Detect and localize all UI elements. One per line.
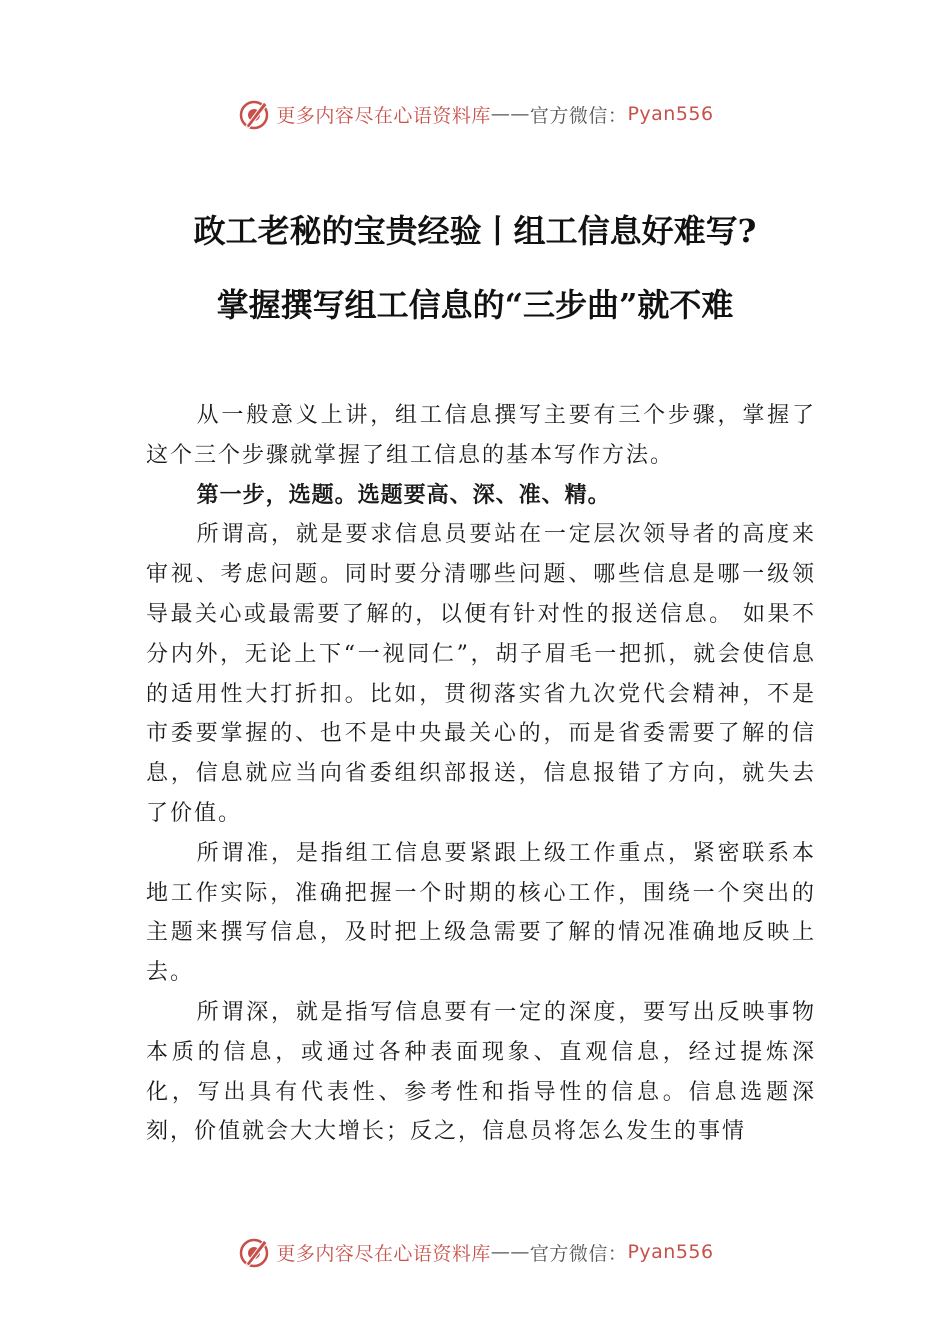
section-heading: 第一步，选题。选题要高、深、准、精。 — [196, 482, 611, 508]
document-body — [146, 396, 816, 1152]
body-paragraph: 从一般意义上讲，组工信息撰写主要有三个步骤，掌握了这个三个步骤就掌握了组工信息的基本写作方法。 — [146, 403, 816, 468]
banner-wechat-label: 官方微信： — [529, 104, 628, 127]
header-banner — [0, 94, 950, 134]
document-title-line2: 掌握撰写组工信息的“三步曲”就不难 — [216, 286, 734, 324]
banner-separator: —— — [490, 1241, 530, 1263]
document-title-line1: 政工老秘的宝贵经验丨组工信息好难写? — [193, 212, 757, 250]
body-paragraph: 所谓深，就是指写信息要有一定的深度，要写出反映事物本质的信息，或通过各种表面现象、直观信息，经过提炼深化，写出具有代表性、参考性和指导性的信息。信息选题深刻，价值就会大大增长；反之，信息员将怎么发生的事情 — [146, 999, 816, 1145]
banner-wechat-id: Pyan556 — [627, 1241, 714, 1263]
pen-logo-icon — [236, 96, 272, 132]
banner-separator: —— — [490, 103, 530, 125]
footer-banner — [0, 1232, 950, 1272]
banner-promo-text: 更多内容尽在心语资料库 — [276, 104, 491, 127]
banner-promo-text: 更多内容尽在心语资料库 — [276, 1242, 491, 1265]
body-paragraph: 所谓准，是指组工信息要紧跟上级工作重点，紧密联系本地工作实际，准确把握一个时期的核心工作，围绕一个突出的主题来撰写信息，及时把上级急需要了解的情况准确地反映上去。 — [146, 840, 816, 986]
body-paragraph: 所谓高，就是要求信息员要站在一定层次领导者的高度来审视、考虑问题。同时要分清哪些问题、哪些信息是哪一级领导最关心或最需要了解的，以便有针对性的报送信息。 如果不分内外，无论上下“一视同仁”，胡子眉毛一把抓，就会使信息的适用性大打折扣。比如，贯彻落实省九次党代会精神，不是市委要掌握的、也不是中央最关心的，而是省委需要了解的信息，信息就应当向省委组织部报送，信息报错了方向，就失去了价值。 — [146, 522, 816, 826]
banner-wechat-id: Pyan556 — [627, 103, 714, 125]
banner-wechat-label: 官方微信： — [529, 1242, 628, 1265]
pen-logo-icon — [236, 1234, 272, 1270]
